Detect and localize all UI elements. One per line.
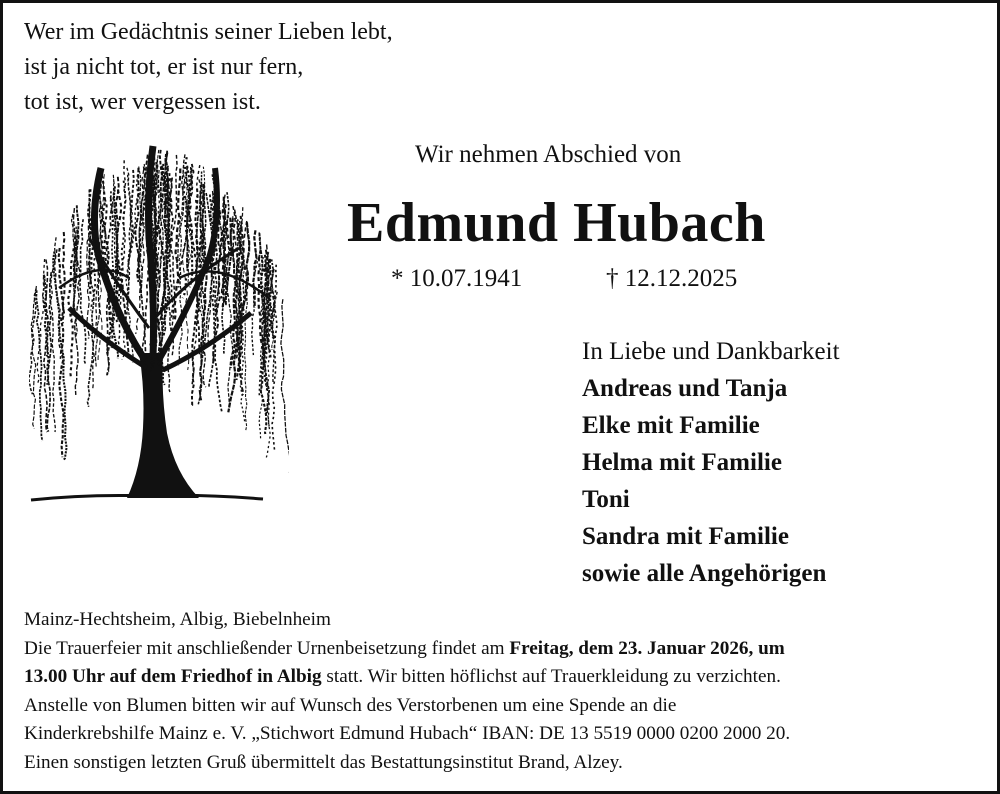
- willow-strand: [175, 169, 181, 320]
- mourners-list: [582, 333, 840, 592]
- ceremony-date: Freitag, dem 23. Januar 2026, um: [509, 637, 785, 659]
- mourner-name: Helma mit Familie: [582, 449, 782, 476]
- memorial-poem: [24, 15, 393, 120]
- mourner-name: sowie alle Angehörigen: [582, 560, 827, 587]
- death-date: † 12.12.2025: [606, 265, 738, 292]
- donation-line-2: Kinderkrebshilfe Mainz e. V. „Stichwort Edmund Hubach“ IBAN: DE 13 5519 0000 0200 2000 20.: [24, 723, 791, 744]
- willow-strand: [80, 219, 86, 363]
- willow-strand: [158, 166, 165, 361]
- weeping-willow-icon: [29, 138, 289, 513]
- mourner-name: Sandra mit Familie: [582, 523, 789, 550]
- ceremony-dress-note: statt. Wir bitten höflichst auf Trauerkleidung zu verzichten.: [321, 666, 781, 687]
- mourners-heading: In Liebe und Dankbarkeit: [582, 338, 840, 365]
- notice-footer: [24, 606, 790, 777]
- willow-strand: [87, 218, 90, 338]
- places-line: Mainz-Hechtsheim, Albig, Biebelnheim: [24, 609, 331, 630]
- ceremony-intro-text: Die Trauerfeier mit anschließender Urnenbeisetzung findet am: [24, 637, 510, 659]
- poem-line-2: ist ja nicht tot, er ist nur fern,: [24, 54, 304, 80]
- mourner-name: Toni: [582, 486, 630, 513]
- mourner-name: Elke mit Familie: [582, 412, 760, 439]
- willow-strand: [281, 299, 289, 473]
- deceased-name: Edmund Hubach: [347, 192, 766, 254]
- birth-date: * 10.07.1941: [391, 265, 523, 292]
- closing-line: Einen sonstigen letzten Gruß übermittelt das Bestattungsinstitut Brand, Alzey.: [24, 751, 623, 773]
- mourner-name: Andreas und Tanja: [582, 375, 788, 402]
- ceremony-line-1: [24, 635, 790, 664]
- poem-line-3: tot ist, wer vergessen ist.: [24, 89, 261, 115]
- donation-line-1: Anstelle von Blumen bitten wir auf Wunsch des Verstorbenen um eine Spende an die: [24, 694, 677, 716]
- poem-line-1: Wer im Gedächtnis seiner Lieben lebt,: [24, 19, 393, 45]
- ceremony-line-2: [24, 663, 790, 692]
- willow-strand: [51, 237, 57, 432]
- farewell-intro: Wir nehmen Abschied von: [415, 141, 682, 168]
- willow-strand: [59, 248, 64, 457]
- ceremony-time-place: 13.00 Uhr auf dem Friedhof in Albig: [24, 666, 322, 687]
